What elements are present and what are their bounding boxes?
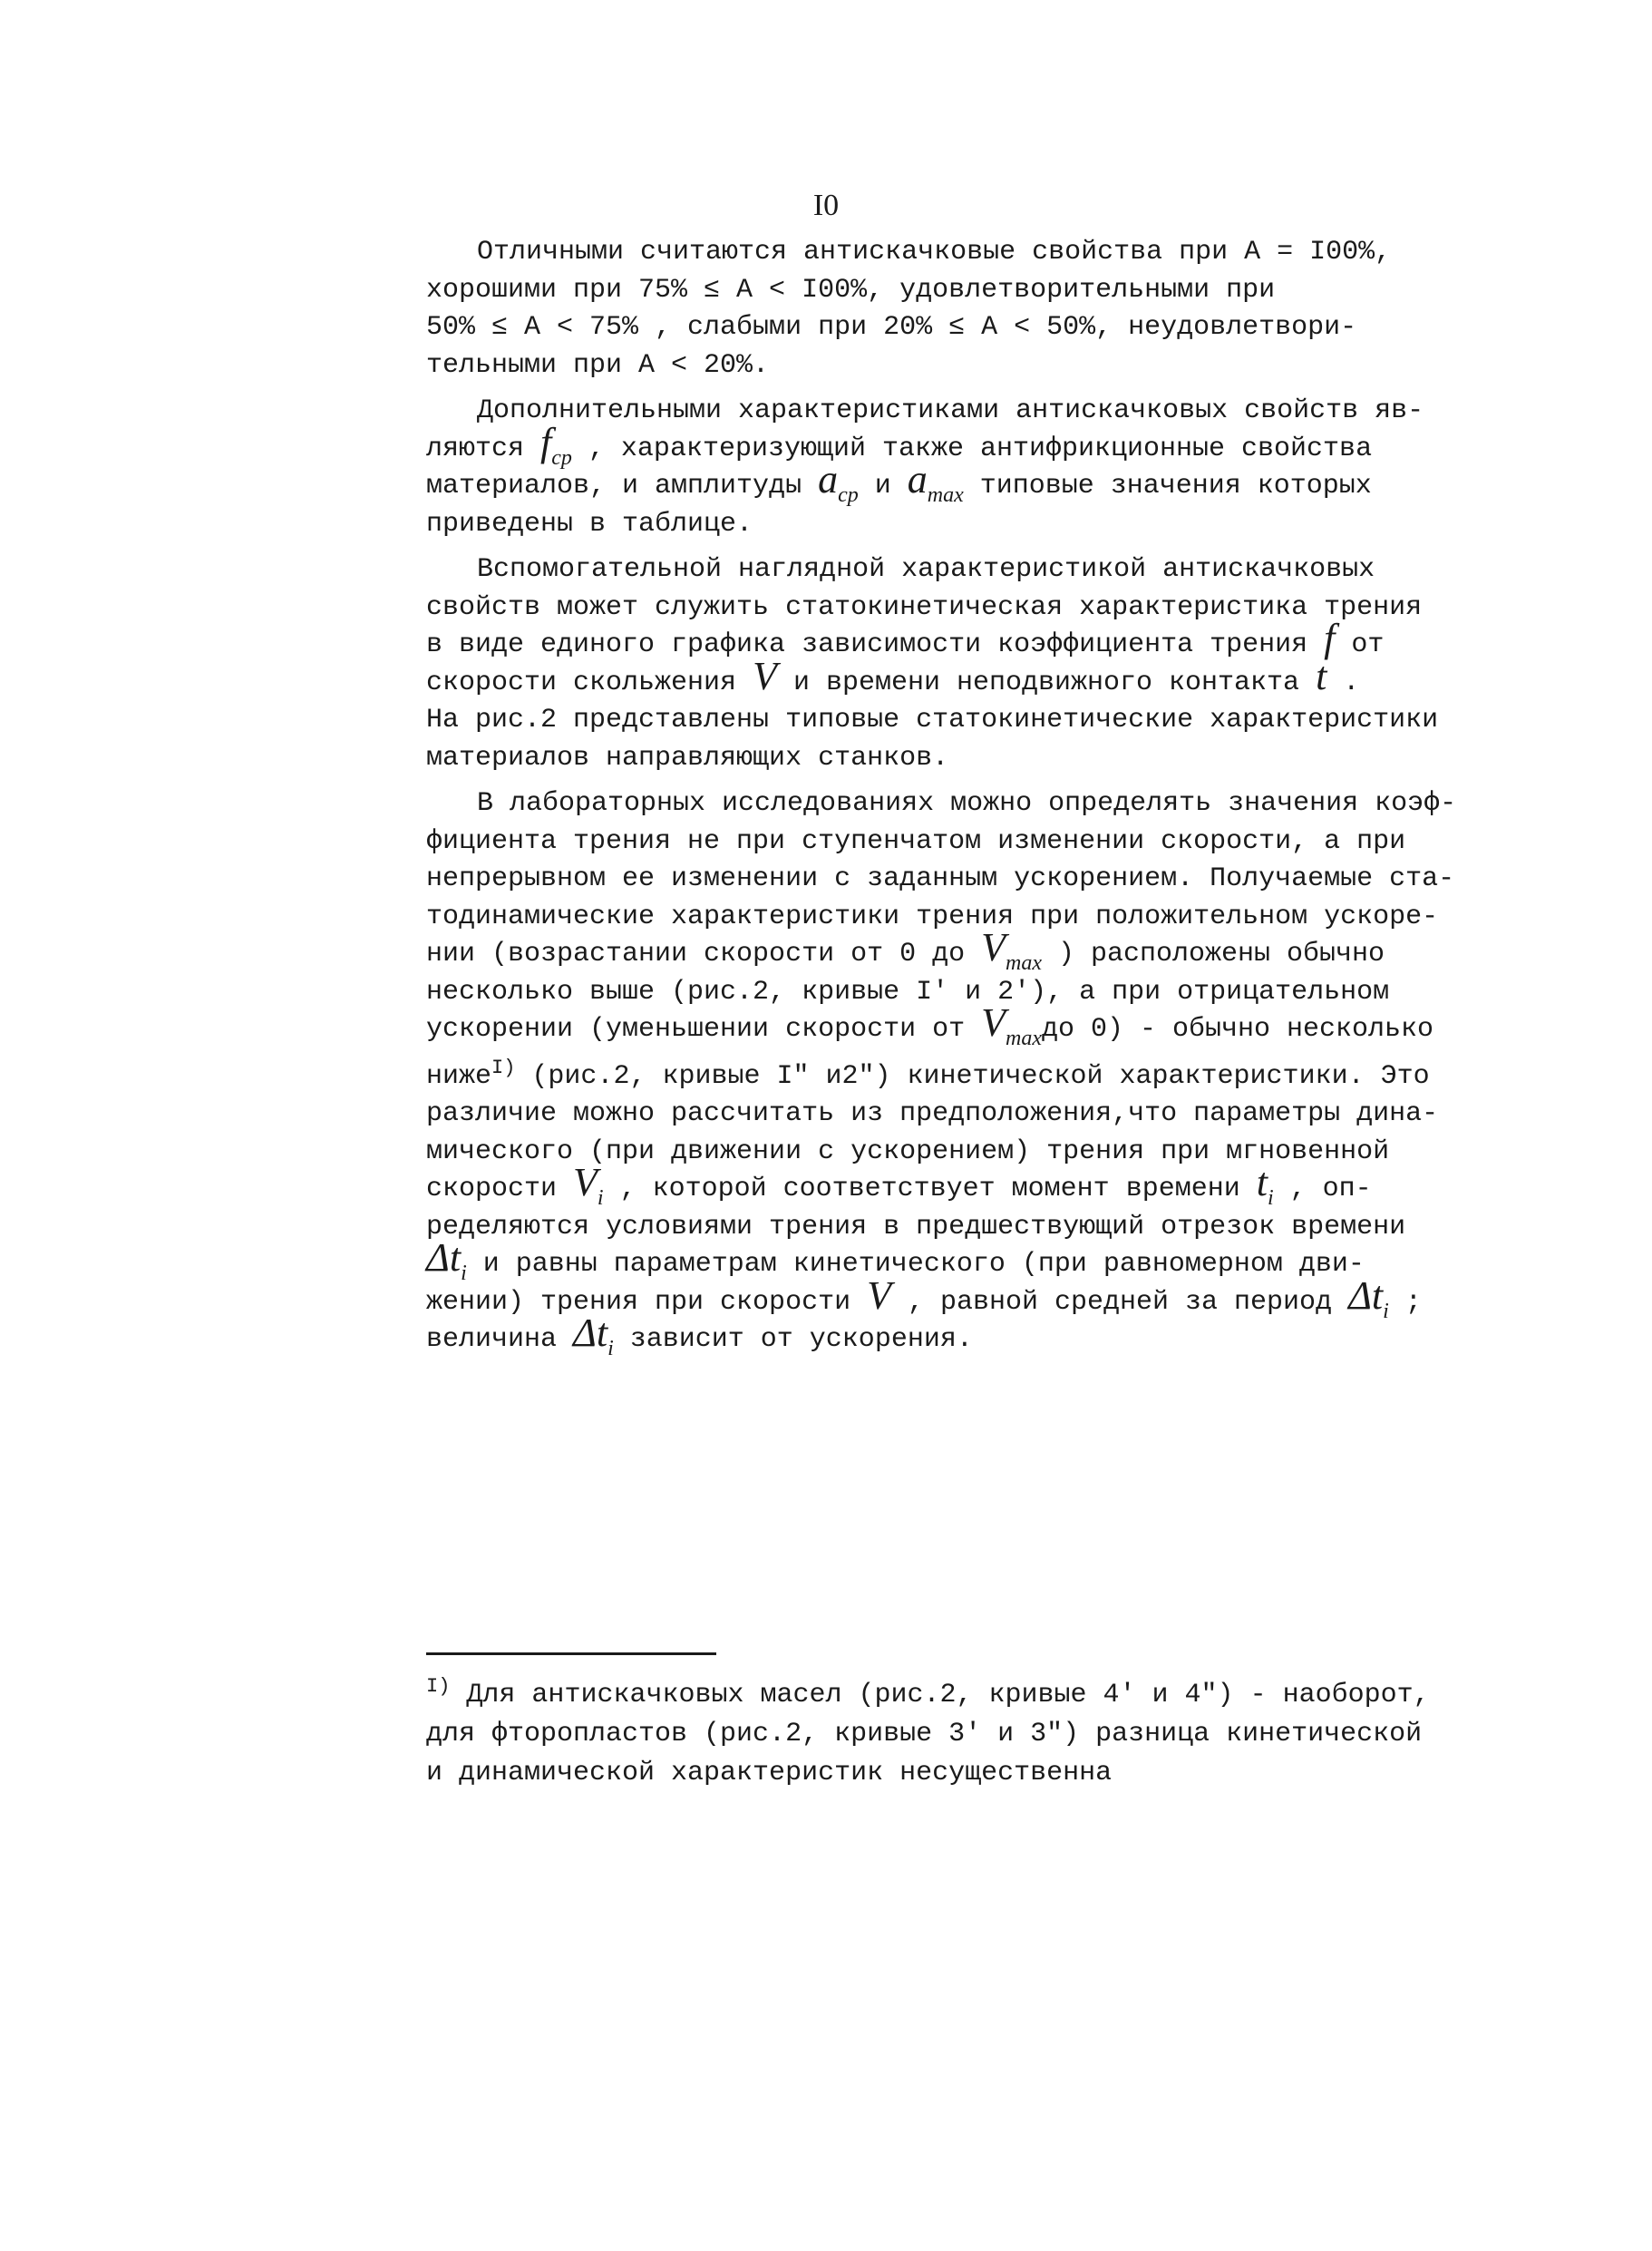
footnote-mark: I)	[426, 1675, 451, 1698]
text-line: 50% ≤ A < 75% , слабыми при 20% ≤ A < 50%, неудовлетвори-	[426, 312, 1357, 343]
math-symbol: V	[867, 1272, 891, 1318]
math-symbol: $f_{ср}$	[540, 419, 572, 470]
text-line: тодинамические характеристики трения при положительном ускоре-	[426, 901, 1439, 932]
footnote	[426, 1667, 1430, 1793]
math-symbol: $a_{ср}$	[818, 457, 859, 507]
text-line: ляются $f_{ср}$ , характеризующий также антифрикционные свойства	[426, 419, 1373, 470]
text-line: нии (возрастании скорости от 0 до $V_{max}$ ) расположены обычно	[426, 925, 1385, 975]
text-line: Дополнительными характеристиками антискачковых свойств яв-	[477, 395, 1424, 426]
text-line: мического (при движении с ускорением) трения при мгновенной	[426, 1135, 1390, 1167]
text-line: свойств может служить статокинетическая характеристика трения	[426, 591, 1423, 623]
math-symbol: t	[1316, 653, 1327, 698]
footnote-reference: I)	[491, 1056, 516, 1079]
text-line: скорости $V_i$ , которой соответствует момент времени $t_i$ , оп-	[426, 1160, 1372, 1210]
text-line: ускорении (уменьшении скорости от $V_{max}до$ 0) - обычно несколько	[426, 1000, 1434, 1050]
math-symbol: $V_{max}$	[981, 925, 1042, 975]
paragraph	[426, 785, 1457, 1360]
paragraph	[426, 551, 1439, 777]
text-line: материалов, и амплитуды $a_{ср}$ и $a_{max}$ типовые значения которых	[426, 457, 1372, 507]
footnote-text: Для антискачковых масел (рис.2, кривые 4' и 4") - наоборот,	[466, 1680, 1430, 1710]
text-line: величина $\Delta t_i$ зависит от ускорения.	[426, 1311, 973, 1360]
footnote-divider	[426, 1652, 716, 1655]
math-symbol: $\Delta t_i$	[1348, 1272, 1389, 1323]
paragraph	[426, 393, 1424, 543]
math-symbol: f	[1324, 616, 1336, 660]
math-symbol: $\Delta t_i$	[573, 1311, 614, 1360]
footnote-line-1	[426, 1667, 1430, 1715]
text-line: ределяются условиями трения в предшествующий отрезок времени	[426, 1211, 1406, 1242]
text-line: приведены в таблице.	[426, 508, 753, 540]
math-symbol: $V_{max}$	[981, 1000, 1042, 1050]
text-line: в виде единого графика зависимости коэффициента трения f от	[426, 616, 1385, 660]
paragraph	[426, 234, 1424, 385]
text-line: непрерывном ее изменении с заданным ускорением. Получаемые ста-	[426, 863, 1455, 894]
text-line: хорошими при 75% ≤ A < I00%, удовлетворительными при	[426, 274, 1276, 306]
page-number: I0	[812, 189, 840, 222]
math-symbol: $\Delta t_i$	[426, 1235, 467, 1285]
text-line: различие можно рассчитать из предположения,что параметры дина-	[426, 1098, 1439, 1129]
text-line: несколько выше (рис.2, кривые I' и 2'), а при отрицательном	[426, 976, 1390, 1008]
text-line: На рис.2 представлены типовые статокинетические характеристики	[426, 705, 1439, 736]
math-symbol: $t_i$	[1256, 1160, 1274, 1210]
math-symbol: V	[753, 653, 777, 698]
text-line: Отличными считаются антискачковые свойства при A = I00%,	[477, 237, 1392, 268]
text-line: ниже$^{I)}$ (рис.2, кривые I" и2") кинетической характеристики. Это	[426, 1056, 1430, 1092]
text-line: тельными при A < 20%.	[426, 349, 770, 381]
math-symbol: $a_{max}$	[907, 457, 964, 507]
text-line: скорости скольжения V и времени неподвижного контакта t .	[426, 653, 1360, 698]
text-line: Вспомогательной наглядной характеристикой антискачковых	[477, 554, 1375, 585]
footnote-line-2: для фторопластов (рис.2, кривые 3' и 3") разница кинетической	[426, 1719, 1423, 1749]
body-text	[426, 234, 1457, 1360]
footnote-line-3: и динамической характеристик несущественна	[426, 1758, 1113, 1788]
math-symbol: $V_i$	[573, 1160, 604, 1210]
text-line: фициента трения не при ступенчатом изменении скорости, а при	[426, 825, 1406, 857]
text-line: $\Delta t_i$ и равны параметрам кинетического (при равномерном дви-	[426, 1235, 1365, 1285]
text-line: жении) трения при скорости V , равной средней за период $\Delta t_i$ ;	[426, 1272, 1422, 1323]
text-line: материалов направляющих станков.	[426, 742, 949, 774]
text-line: В лабораторных исследованиях можно определять значения коэф-	[477, 788, 1457, 819]
